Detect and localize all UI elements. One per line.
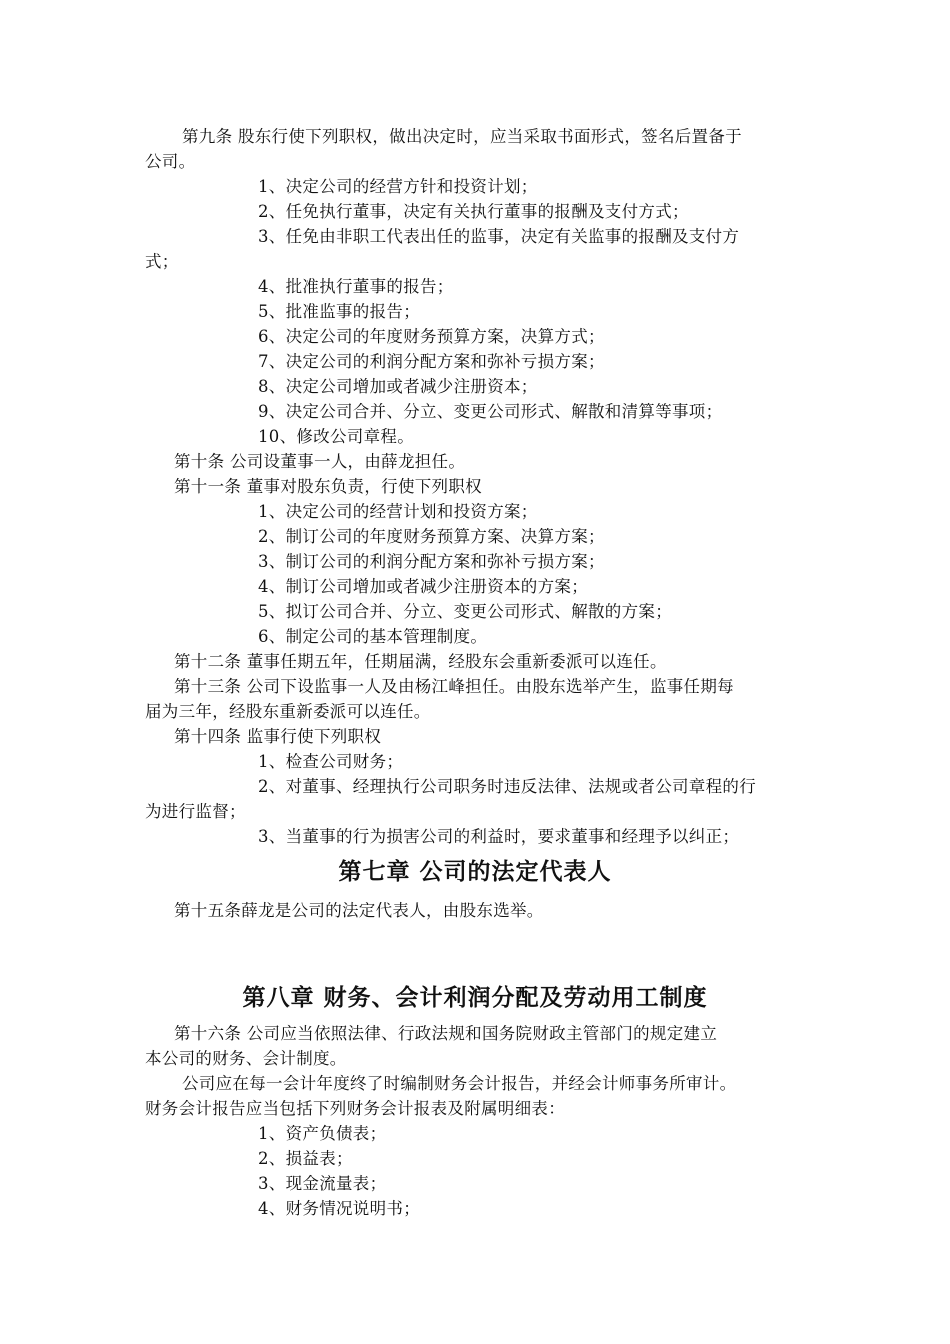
article-9-item-10: 10、修改公司章程。	[258, 427, 414, 446]
article-9-line-1: 第九条 股东行使下列职权，做出决定时，应当采取书面形式，签名后置备于	[182, 127, 742, 146]
article-9-item-8: 8、决定公司增加或者减少注册资本；	[258, 377, 538, 396]
report-item-4: 4、财务情况说明书；	[258, 1199, 420, 1218]
article-9-line-2: 公司。	[145, 152, 196, 171]
article-9-item-6: 6、决定公司的年度财务预算方案，决算方式；	[258, 327, 605, 346]
article-11-title: 第十一条 董事对股东负责，行使下列职权	[174, 477, 482, 496]
chapter-7-heading: 第七章 公司的法定代表人	[338, 859, 612, 885]
article-9-item-2: 2、任免执行董事，决定有关执行董事的报酬及支付方式；	[258, 202, 689, 221]
article-11-item-4: 4、制订公司增加或者减少注册资本的方案；	[258, 577, 588, 596]
article-9-item-3: 3、任免由非职工代表出任的监事，决定有关监事的报酬及支付方	[258, 227, 740, 246]
article-16-line-1: 第十六条 公司应当依照法律、行政法规和国务院财政主管部门的规定建立	[174, 1024, 718, 1043]
article-16-line-2: 本公司的财务、会计制度。	[145, 1049, 347, 1068]
article-13-line-2: 届为三年，经股东重新委派可以连任。	[145, 702, 431, 721]
article-14-item-3: 3、当董事的行为损害公司的利益时，要求董事和经理予以纠正；	[258, 827, 740, 846]
article-14-item-2-cont: 为进行监督；	[145, 802, 246, 821]
financial-report-line-2: 财务会计报告应当包括下列财务会计报表及附属明细表：	[145, 1099, 565, 1118]
article-11-item-1: 1、决定公司的经营计划和投资方案；	[258, 502, 538, 521]
report-item-2: 2、损益表；	[258, 1149, 353, 1168]
article-12: 第十二条 董事任期五年，任期届满，经股东会重新委派可以连任。	[174, 652, 667, 671]
article-14-title: 第十四条 监事行使下列职权	[174, 727, 382, 746]
article-14-item-1: 1、检查公司财务；	[258, 752, 404, 771]
article-13-line-1: 第十三条 公司下设监事一人及由杨江峰担任。由股东选举产生，监事任期每	[174, 677, 734, 696]
article-10: 第十条 公司设董事一人，由薛龙担任。	[174, 452, 466, 471]
article-9-item-7: 7、决定公司的利润分配方案和弥补亏损方案；	[258, 352, 605, 371]
article-15: 第十五条薛龙是公司的法定代表人，由股东选举。	[174, 901, 544, 920]
article-9-item-1: 1、决定公司的经营方针和投资计划；	[258, 177, 538, 196]
article-11-item-5: 5、拟订公司合并、分立、变更公司形式、解散的方案；	[258, 602, 672, 621]
financial-report-line-1: 公司应在每一会计年度终了时编制财务会计报告，并经会计师事务所审计。	[182, 1074, 737, 1093]
article-11-item-3: 3、制订公司的利润分配方案和弥补亏损方案；	[258, 552, 605, 571]
report-item-3: 3、现金流量表；	[258, 1174, 387, 1193]
article-9-item-3-cont: 式；	[145, 252, 179, 271]
report-item-1: 1、资产负债表；	[258, 1124, 387, 1143]
article-9-item-9: 9、决定公司合并、分立、变更公司形式、解散和清算等事项；	[258, 402, 723, 421]
article-11-item-6: 6、制定公司的基本管理制度。	[258, 627, 488, 646]
chapter-8-heading: 第八章 财务、会计利润分配及劳动用工制度	[242, 985, 708, 1011]
article-11-item-2: 2、制订公司的年度财务预算方案、决算方案；	[258, 527, 605, 546]
article-9-item-5: 5、批准监事的报告；	[258, 302, 420, 321]
article-9-item-4: 4、批准执行董事的报告；	[258, 277, 454, 296]
article-14-item-2: 2、对董事、经理执行公司职务时违反法律、法规或者公司章程的行	[258, 777, 756, 796]
